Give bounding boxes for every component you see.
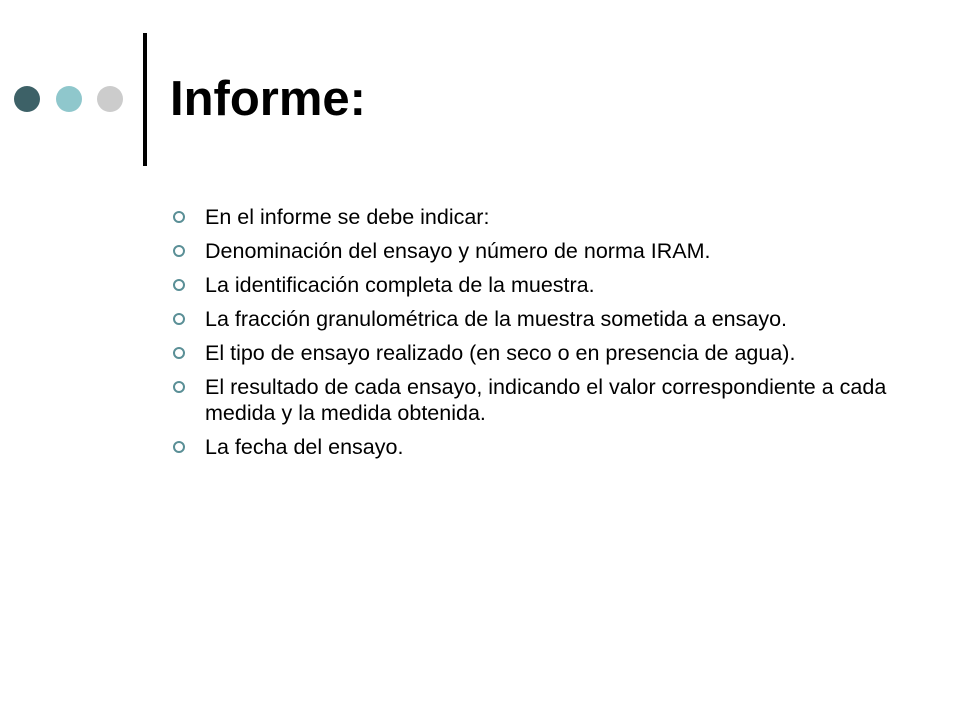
bullet-text: El tipo de ensayo realizado (en seco o en presencia de agua).: [205, 341, 796, 365]
bullet-text: La fracción granulométrica de la muestra sometida a ensayo.: [205, 307, 788, 331]
gray-dot-icon: [97, 86, 123, 112]
bullet-text: En el informe se debe indicar:: [205, 205, 490, 229]
bullet-item: [172, 272, 912, 298]
circle-bullet-icon: [172, 380, 186, 394]
bullet-item: [172, 340, 912, 366]
dark-dot-icon: [14, 86, 40, 112]
slide-title: Informe:: [170, 72, 366, 126]
circle-bullet-icon: [172, 440, 186, 454]
bullet-item: [172, 238, 912, 264]
bullet-text: La identificación completa de la muestra.: [205, 273, 595, 297]
circle-bullet-icon: [172, 346, 186, 360]
bullet-text: El resultado de cada ensayo, indicando el valor correspondiente a cada medida y la medida obtenida.: [205, 375, 887, 425]
bullet-item: [172, 204, 912, 230]
bullet-item: [172, 434, 912, 460]
title-divider: [143, 33, 147, 166]
bullet-item: [172, 374, 912, 426]
bullet-text: La fecha del ensayo.: [205, 435, 404, 459]
circle-bullet-icon: [172, 244, 186, 258]
circle-bullet-icon: [172, 312, 186, 326]
bullet-item: [172, 306, 912, 332]
circle-bullet-icon: [172, 210, 186, 224]
bullet-text: Denominación del ensayo y número de norma IRAM.: [205, 239, 711, 263]
circle-bullet-icon: [172, 278, 186, 292]
bullet-list: [172, 204, 912, 468]
teal-dot-icon: [56, 86, 82, 112]
